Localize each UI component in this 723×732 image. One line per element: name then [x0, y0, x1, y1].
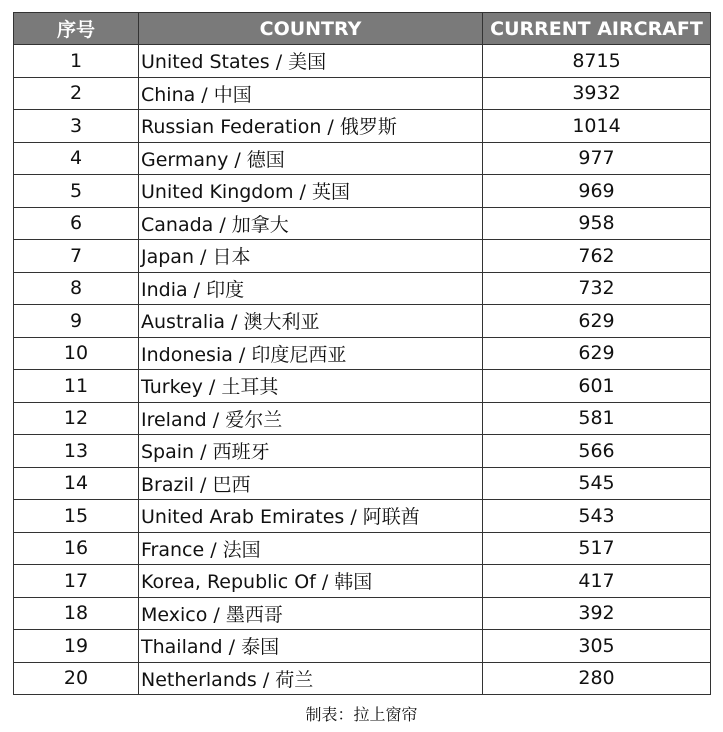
aircraft-count-cell: 958	[483, 207, 711, 240]
table-header-row	[14, 13, 711, 45]
table-row	[14, 45, 711, 78]
rank-cell: 18	[14, 597, 139, 630]
aircraft-count-cell: 305	[483, 630, 711, 663]
header-country: COUNTRY	[139, 13, 483, 45]
aircraft-count-cell: 762	[483, 240, 711, 273]
country-cell: Russian Federation / 俄罗斯	[139, 110, 483, 143]
aircraft-count-cell: 8715	[483, 45, 711, 78]
rank-cell: 8	[14, 272, 139, 305]
table-row	[14, 272, 711, 305]
table-body	[14, 45, 711, 695]
country-cell: Mexico / 墨西哥	[139, 597, 483, 630]
table-row	[14, 565, 711, 598]
rank-cell: 16	[14, 532, 139, 565]
rank-cell: 20	[14, 662, 139, 695]
aircraft-count-cell: 3932	[483, 77, 711, 110]
aircraft-count-cell: 417	[483, 565, 711, 598]
aircraft-by-country-table	[13, 12, 711, 695]
rank-cell: 1	[14, 45, 139, 78]
rank-cell: 3	[14, 110, 139, 143]
rank-cell: 13	[14, 435, 139, 468]
table-row	[14, 435, 711, 468]
table-row	[14, 500, 711, 533]
table-row	[14, 337, 711, 370]
header-rank: 序号	[14, 13, 139, 45]
country-cell: China / 中国	[139, 77, 483, 110]
country-cell: United Kingdom / 英国	[139, 175, 483, 208]
aircraft-count-cell: 629	[483, 305, 711, 338]
rank-cell: 10	[14, 337, 139, 370]
rank-cell: 6	[14, 207, 139, 240]
country-cell: Korea, Republic Of / 韩国	[139, 565, 483, 598]
table-row	[14, 77, 711, 110]
aircraft-count-cell: 566	[483, 435, 711, 468]
table-row	[14, 662, 711, 695]
country-cell: Netherlands / 荷兰	[139, 662, 483, 695]
country-cell: Australia / 澳大利亚	[139, 305, 483, 338]
country-cell: India / 印度	[139, 272, 483, 305]
aircraft-count-cell: 969	[483, 175, 711, 208]
rank-cell: 11	[14, 370, 139, 403]
aircraft-count-cell: 280	[483, 662, 711, 695]
aircraft-count-cell: 601	[483, 370, 711, 403]
aircraft-count-cell: 545	[483, 467, 711, 500]
country-cell: Germany / 德国	[139, 142, 483, 175]
rank-cell: 17	[14, 565, 139, 598]
rank-cell: 5	[14, 175, 139, 208]
rank-cell: 9	[14, 305, 139, 338]
aircraft-count-cell: 732	[483, 272, 711, 305]
country-cell: Thailand / 泰国	[139, 630, 483, 663]
country-cell: United Arab Emirates / 阿联酋	[139, 500, 483, 533]
country-cell: Spain / 西班牙	[139, 435, 483, 468]
table-row	[14, 370, 711, 403]
country-cell: United States / 美国	[139, 45, 483, 78]
aircraft-count-cell: 517	[483, 532, 711, 565]
table-row	[14, 402, 711, 435]
country-cell: France / 法国	[139, 532, 483, 565]
table-row	[14, 597, 711, 630]
aircraft-count-cell: 629	[483, 337, 711, 370]
rank-cell: 7	[14, 240, 139, 273]
country-cell: Ireland / 爱尔兰	[139, 402, 483, 435]
header-current-aircraft: CURRENT AIRCRAFT	[483, 13, 711, 45]
aircraft-count-cell: 977	[483, 142, 711, 175]
table-row	[14, 467, 711, 500]
table-row	[14, 240, 711, 273]
aircraft-count-cell: 1014	[483, 110, 711, 143]
table-row	[14, 532, 711, 565]
country-cell: Indonesia / 印度尼西亚	[139, 337, 483, 370]
table-row	[14, 175, 711, 208]
country-cell: Japan / 日本	[139, 240, 483, 273]
table-row	[14, 305, 711, 338]
country-cell: Brazil / 巴西	[139, 467, 483, 500]
aircraft-count-cell: 543	[483, 500, 711, 533]
aircraft-table-container	[13, 12, 710, 695]
rank-cell: 12	[14, 402, 139, 435]
country-cell: Canada / 加拿大	[139, 207, 483, 240]
table-row	[14, 142, 711, 175]
rank-cell: 19	[14, 630, 139, 663]
rank-cell: 4	[14, 142, 139, 175]
aircraft-count-cell: 392	[483, 597, 711, 630]
table-caption: 制表：拉上窗帘	[305, 705, 418, 724]
table-row	[14, 630, 711, 663]
aircraft-count-cell: 581	[483, 402, 711, 435]
rank-cell: 2	[14, 77, 139, 110]
country-cell: Turkey / 土耳其	[139, 370, 483, 403]
table-row	[14, 207, 711, 240]
table-row	[14, 110, 711, 143]
rank-cell: 15	[14, 500, 139, 533]
rank-cell: 14	[14, 467, 139, 500]
